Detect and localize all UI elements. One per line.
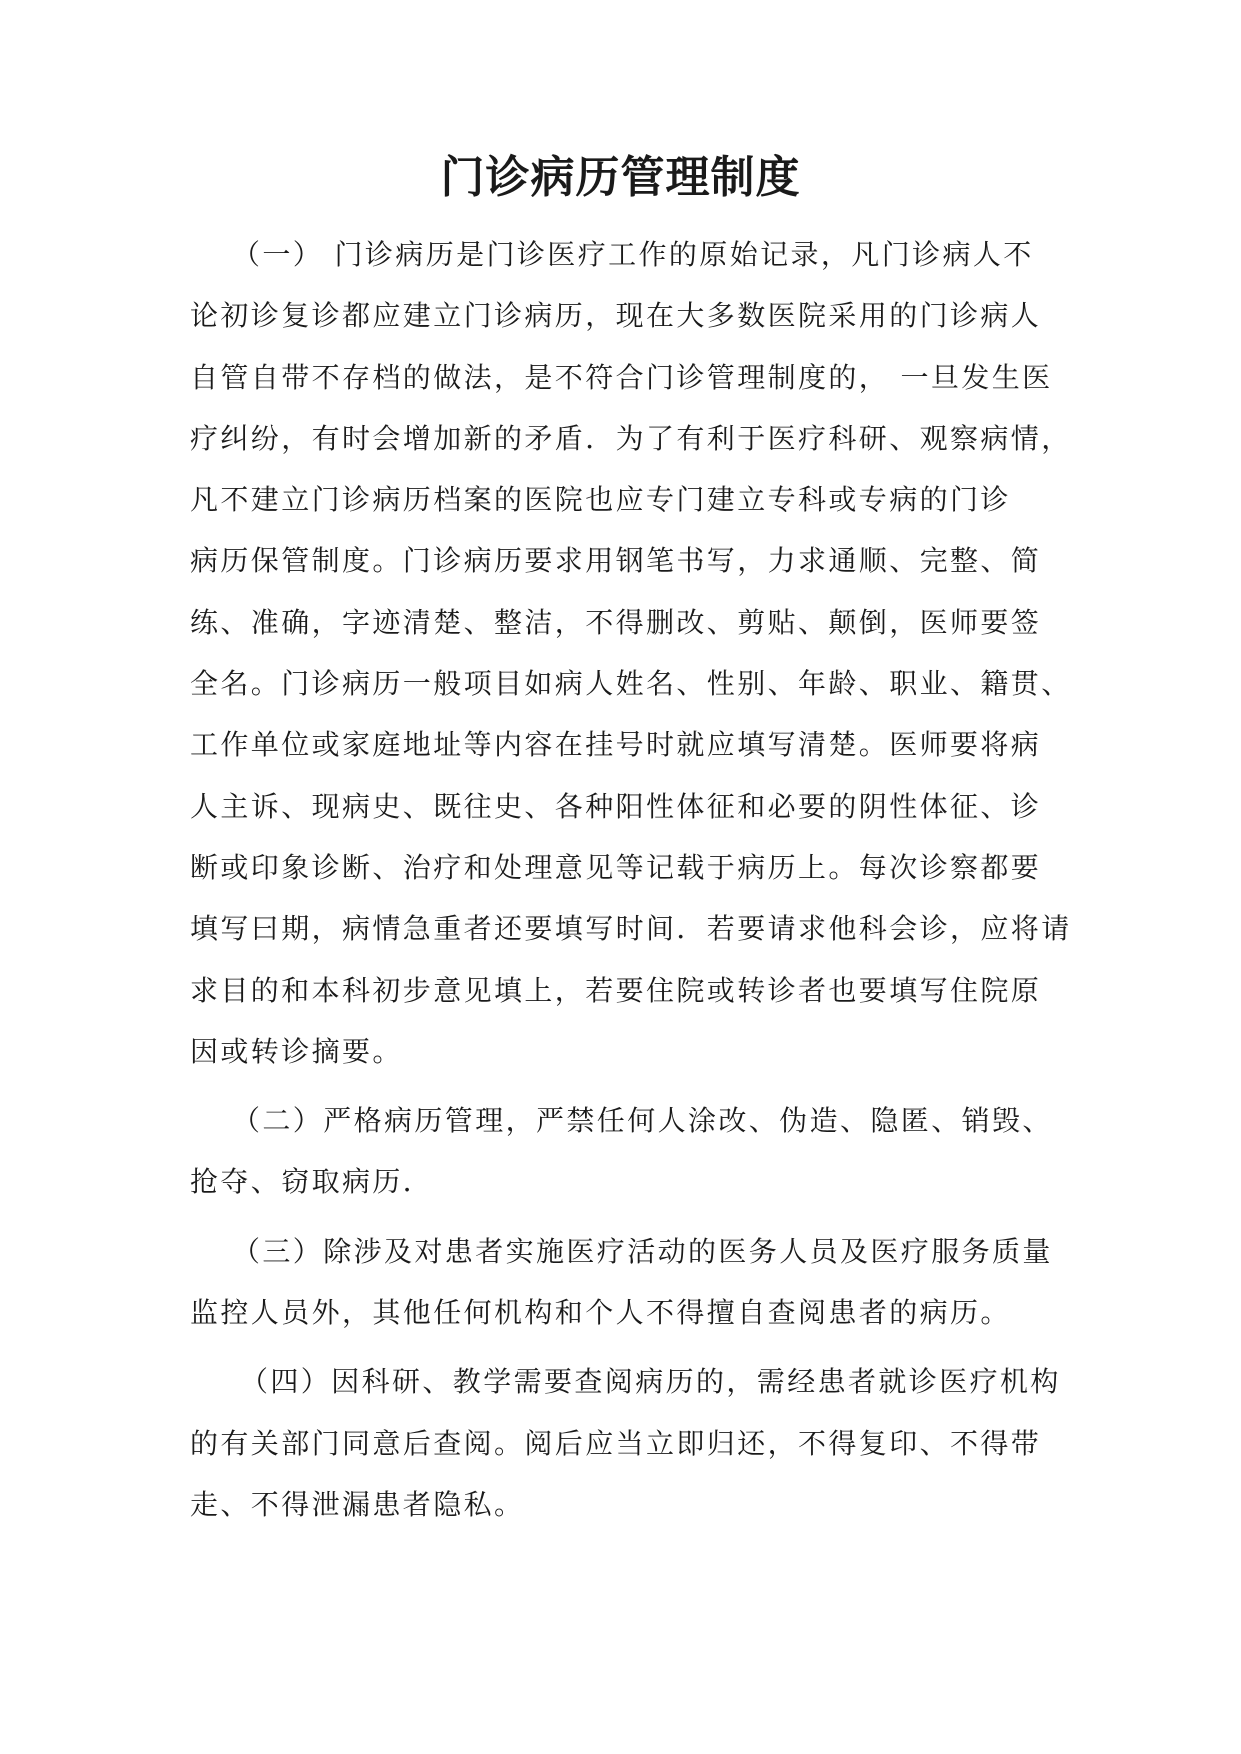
text-line: 监控人员外，其他任何机构和个人不得擅自查阅患者的病历。 bbox=[190, 1296, 1011, 1330]
text-line: （二）严格病历管理，严禁任何人涂改、伪造、隐匿、销毁、 bbox=[232, 1104, 1053, 1138]
text-line: 求目的和本科初步意见填上，若要住院或转诊者也要填写住院原 bbox=[190, 973, 1042, 1007]
document-body bbox=[190, 224, 1072, 1535]
text-line: 论初诊复诊都应建立门诊病历，现在大多数医院采用的门诊病人 bbox=[190, 299, 1042, 333]
section-3 bbox=[190, 1221, 1053, 1344]
text-line: 因或转诊摘要。 bbox=[190, 1034, 403, 1068]
text-line: 断或印象诊断、治疗和处理意见等记载于病历上。每次诊察都要 bbox=[190, 850, 1042, 884]
text-line: 走、不得泄漏患者隐私。 bbox=[190, 1487, 525, 1521]
text-line: 填写曰期，病情急重者还要填写时间．若要请求他科会诊，应将请 bbox=[190, 912, 1072, 946]
text-line: 的有关部门同意后查阅。阅后应当立即归还，不得复印、不得带 bbox=[190, 1426, 1042, 1460]
text-line: 抢夺、窃取病历． bbox=[190, 1165, 434, 1199]
text-line: 自管自带不存档的做法，是不符合门诊管理制度的， 一旦发生医 bbox=[190, 360, 1053, 394]
section-4 bbox=[190, 1351, 1061, 1535]
text-line: 工作单位或家庭地址等内容在挂号时就应填写清楚。医师要将病 bbox=[190, 728, 1042, 762]
text-line: 凡不建立门诊病历档案的医院也应专门建立专科或专病的门诊 bbox=[190, 483, 1011, 517]
text-line: （三）除涉及对患者实施医疗活动的医务人员及医疗服务质量 bbox=[232, 1234, 1053, 1268]
text-line: 疗纠纷，有时会增加新的矛盾．为了有利于医疗科研、观察病情， bbox=[190, 421, 1072, 455]
text-line: 练、准确，字迹清楚、整洁，不得删改、剪贴、颠倒，医师要签 bbox=[190, 605, 1042, 639]
section-1 bbox=[190, 224, 1072, 1082]
document-title: 门诊病历管理制度 bbox=[440, 152, 801, 203]
section-2 bbox=[190, 1090, 1053, 1213]
text-line: 病历保管制度。门诊病历要求用钢笔书写，力求通顺、完整、简 bbox=[190, 544, 1042, 578]
text-line: 全名。门诊病历一般项目如病人姓名、性别、年龄、职业、籍贯、 bbox=[190, 667, 1072, 701]
text-line: （一） 门诊病历是门诊医疗工作的原始记录，凡门诊病人不 bbox=[232, 238, 1034, 271]
text-line: 人主诉、现病史、既往史、各种阳性体征和必要的阴性体征、诊 bbox=[190, 789, 1042, 823]
text-line: （四）因科研、教学需要查阅病历的，需经患者就诊医疗机构 bbox=[240, 1365, 1061, 1399]
